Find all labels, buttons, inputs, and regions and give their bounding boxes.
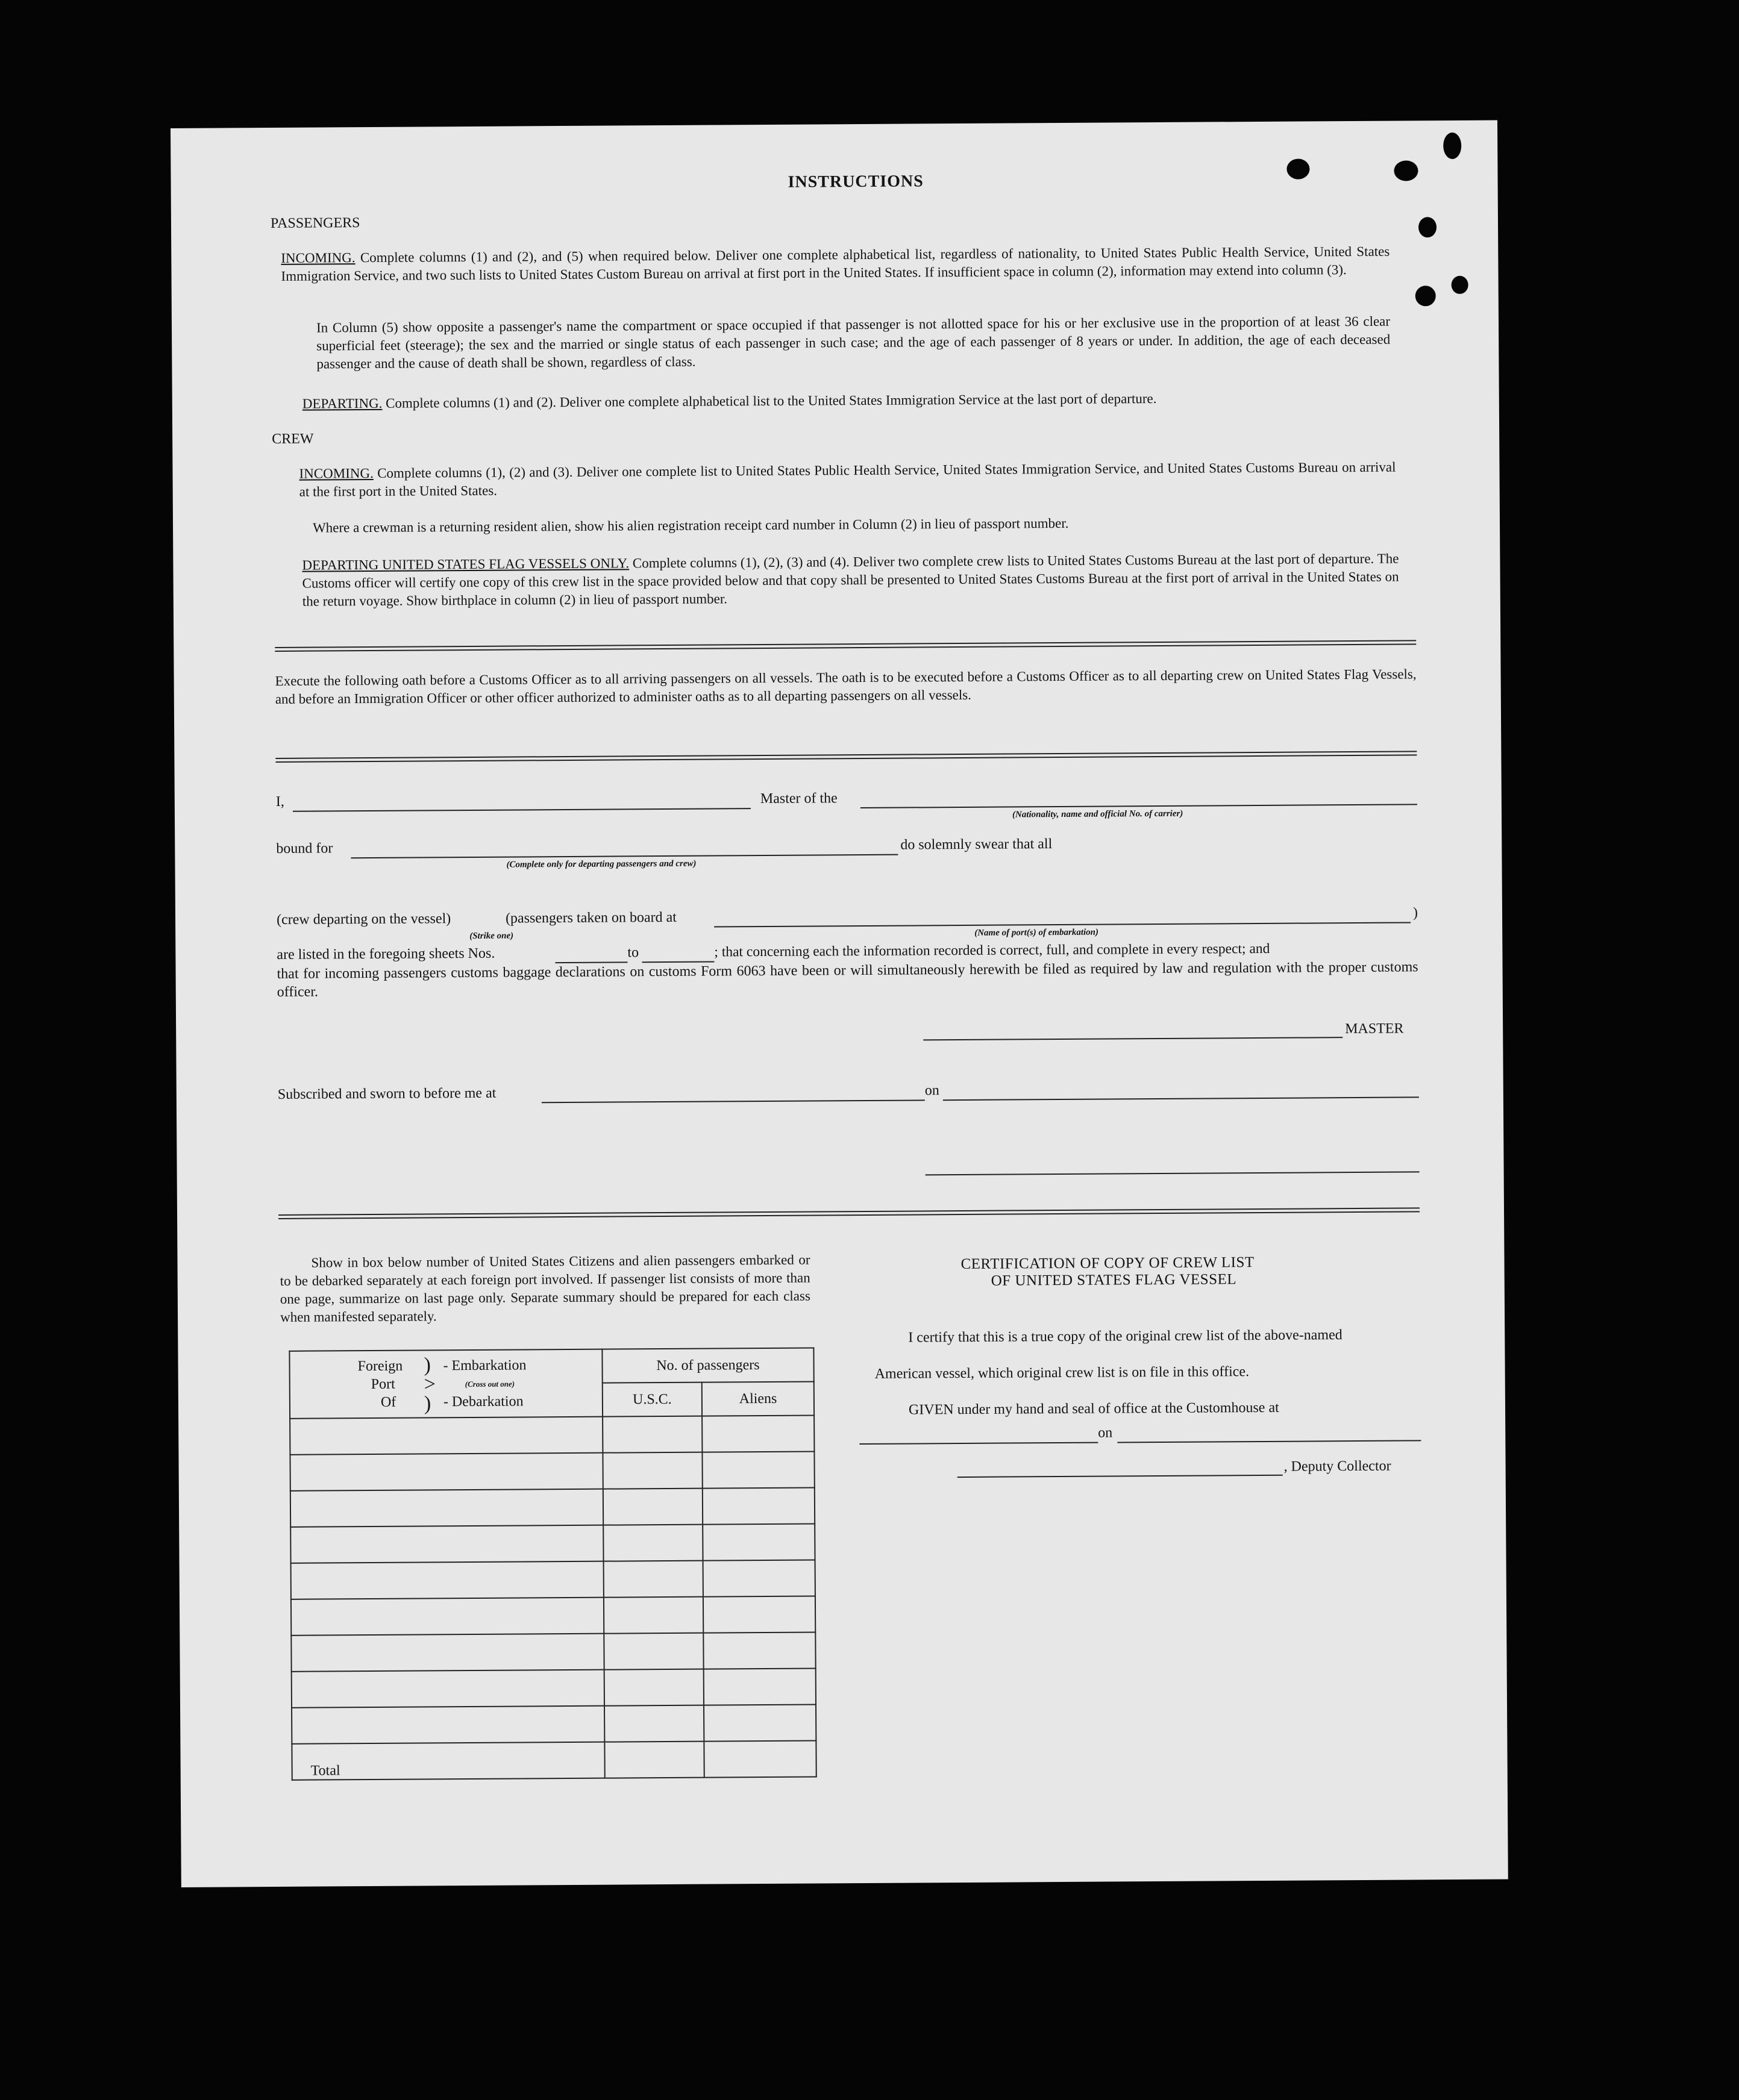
summary-instructions	[280, 1251, 810, 1327]
aliens-cell[interactable]	[704, 1633, 816, 1669]
port-cell[interactable]	[291, 1598, 604, 1636]
port-cell[interactable]	[291, 1634, 604, 1672]
certification-line-1: I certify that this is a true copy of the original crew list of the above-named	[908, 1327, 1343, 1346]
listed-text-c-block	[277, 958, 1418, 1001]
carrier-field[interactable]	[860, 804, 1417, 808]
crew-resident-alien	[313, 513, 1397, 537]
listed-text-b: ; that concerning each the information recorded is correct, full, and complete in every respect; and	[714, 940, 1270, 960]
section-divider	[278, 1207, 1420, 1219]
punch-hole	[1286, 158, 1309, 179]
crew-incoming	[299, 458, 1396, 501]
certification-on: on	[1098, 1425, 1113, 1441]
total-label: Total	[292, 1742, 604, 1780]
crew-resident-alien-text: Where a crewman is a returning resident alien, show his alien registration receipt card number in Column (2) in lieu of passport number.	[312, 515, 1069, 536]
foreign-label: Foreign	[357, 1358, 403, 1375]
subscribed-label: Subscribed and sworn to before me at	[277, 1085, 497, 1102]
crew-heading: CREW	[272, 431, 314, 447]
port-cell[interactable]	[290, 1525, 603, 1563]
port-cell[interactable]	[290, 1453, 603, 1491]
bracket-glyph: ) > )	[424, 1354, 436, 1415]
table-row[interactable]	[290, 1416, 814, 1455]
swear-text: do solemnly swear that all	[900, 836, 1053, 853]
passengers-departing-text: Complete columns (1) and (2). Deliver one complete alphabetical list to the United States Immigration Service at the last port of departure.	[386, 391, 1157, 411]
cross-out-caption: (Cross out one)	[465, 1379, 515, 1389]
no-passengers-header: No. of passengers	[602, 1348, 814, 1383]
punch-hole	[1415, 286, 1436, 306]
bound-for-label: bound for	[276, 840, 333, 857]
punch-hole	[1418, 217, 1437, 237]
master-label: MASTER	[1345, 1020, 1404, 1037]
table-row[interactable]	[290, 1524, 815, 1563]
usc-cell[interactable]	[603, 1489, 703, 1525]
certification-line-2: American vessel, which original crew list is on file in this office.	[874, 1364, 1250, 1382]
table-row[interactable]	[291, 1633, 815, 1672]
usc-cell[interactable]	[603, 1561, 703, 1598]
ports-caption: (Name of port(s) of embarkation)	[974, 927, 1099, 938]
summary-instructions-text: Show in box below number of United States Citizens and alien passengers embarked or to be debarked separately at each foreign port involved. If passenger list consists of more than one page, summarize on last page only. Separate summary should be prepared for each class when manifested separately.	[280, 1252, 810, 1325]
total-row	[292, 1741, 816, 1780]
table-row[interactable]	[290, 1488, 815, 1527]
debarkation-label: - Debarkation	[443, 1393, 524, 1410]
master-signature-field[interactable]	[923, 1037, 1343, 1040]
table-row[interactable]	[290, 1452, 814, 1491]
aliens-cell[interactable]	[704, 1705, 816, 1742]
listed-to: to	[627, 945, 639, 961]
sworn-at-field[interactable]	[542, 1099, 925, 1103]
oath-i-label: I,	[275, 793, 284, 810]
passengers-column5-text: In Column (5) show opposite a passenger's name the compartment or space occupied if that passenger is not allotted space for his or her exclusive use in the proportion of at least 36 clear superficial feet (steerage); the sex and the married or single status of each passenger in such case; and the age of each passenger of 8 years or under. In addition, the age of each deceased passenger and the cause of death shall be shown, regardless of class.	[316, 313, 1391, 372]
listed-text-a: are listed in the foregoing sheets Nos.	[277, 945, 495, 963]
crew-incoming-label: INCOMING.	[299, 465, 374, 481]
sworn-on-label: on	[924, 1083, 939, 1099]
master-of-the-label: Master of the	[760, 790, 838, 807]
certification-title-1: CERTIFICATION OF COPY OF CREW LIST	[960, 1254, 1255, 1273]
usc-cell[interactable]	[604, 1669, 704, 1706]
port-cell[interactable]	[290, 1489, 603, 1527]
customhouse-field[interactable]	[859, 1442, 1098, 1445]
table-row[interactable]	[291, 1560, 815, 1599]
deputy-collector-label: , Deputy Collector	[1283, 1458, 1391, 1475]
master-name-field[interactable]	[293, 808, 751, 812]
passengers-column5	[316, 313, 1391, 373]
listed-text-c: that for incoming passengers customs baggage declarations on customs Form 6063 have been or will simultaneously herewith be filed as required by law and regulation with the proper customs officer.	[277, 959, 1418, 1000]
section-divider	[275, 640, 1416, 652]
port-cell[interactable]	[290, 1417, 603, 1455]
section-divider	[275, 751, 1417, 763]
punch-hole	[1443, 133, 1461, 159]
certification-line-3: GIVEN under my hand and seal of office at the Customhouse at	[908, 1399, 1279, 1418]
port-cell[interactable]	[292, 1670, 604, 1708]
aliens-cell[interactable]	[703, 1596, 815, 1633]
usc-cell[interactable]	[604, 1705, 704, 1742]
table-row[interactable]	[291, 1596, 815, 1636]
passengers-incoming-text: Complete columns (1) and (2), and (5) when required below. Deliver one complete alphabetical list, regardless of nationality, to United States Public Health Service, United States Immigration Service, and two such lists to United States Custom Bureau on arrival at first port in the United States. If insufficient space in column (2), information may extend into column (3).	[281, 243, 1390, 284]
crew-incoming-text: Complete columns (1), (2) and (3). Deliver one complete list to United States Public Health Service, United States Immigration Service, and United States Customs Bureau on arrival at the first port in the United States.	[299, 459, 1396, 499]
oath-intro	[275, 665, 1417, 708]
port-label: Port	[371, 1376, 395, 1393]
bound-for-caption: (Complete only for departing passengers and crew)	[506, 858, 697, 870]
usc-cell[interactable]	[603, 1452, 703, 1489]
punch-hole	[1394, 160, 1418, 181]
table-row[interactable]	[292, 1669, 816, 1708]
usc-cell[interactable]	[604, 1633, 704, 1670]
aliens-cell[interactable]	[703, 1488, 815, 1525]
passengers-incoming	[281, 243, 1390, 286]
usc-header: U.S.C.	[603, 1383, 703, 1417]
of-label: Of	[380, 1394, 396, 1410]
port-cell[interactable]	[292, 1706, 604, 1744]
usc-cell[interactable]	[603, 1525, 703, 1561]
crew-departing	[302, 550, 1399, 611]
aliens-cell[interactable]	[702, 1416, 814, 1452]
sworn-on-field[interactable]	[943, 1096, 1419, 1101]
crew-departing-option[interactable]: (crew departing on the vessel)	[276, 911, 451, 928]
embarkation-port-field[interactable]	[714, 922, 1411, 927]
embarkation-label: - Embarkation	[443, 1357, 527, 1374]
certification-title-2: OF UNITED STATES FLAG VESSEL	[991, 1271, 1237, 1289]
aliens-cell[interactable]	[703, 1560, 815, 1597]
aliens-header: Aliens	[702, 1382, 814, 1416]
aliens-cell[interactable]	[703, 1524, 815, 1561]
port-cell[interactable]	[291, 1561, 604, 1599]
oath-intro-text: Execute the following oath before a Customs Officer as to all arriving passengers on all vessels. The oath is to be executed before a Customs Officer as to all departing crew on United States Flag Vessels, and before an Immigration Officer or other officer authorized to administer oaths as to all departing passengers on all vessels.	[275, 666, 1417, 707]
punch-hole	[1452, 276, 1468, 294]
aliens-cell[interactable]	[704, 1669, 816, 1705]
passenger-summary-table	[289, 1348, 816, 1781]
passengers-taken-option[interactable]: (passengers taken on board at	[505, 909, 677, 927]
total-aliens-cell[interactable]	[704, 1741, 816, 1778]
deputy-signature-field[interactable]	[957, 1475, 1283, 1478]
passengers-departing-label: DEPARTING.	[302, 395, 383, 411]
total-usc-cell[interactable]	[604, 1742, 704, 1778]
certification-date-field[interactable]	[1117, 1440, 1421, 1443]
instructions-heading: INSTRUCTIONS	[788, 172, 924, 192]
officer-signature-field[interactable]	[926, 1171, 1420, 1175]
passengers-heading: PASSENGERS	[270, 215, 360, 231]
form-page	[171, 120, 1508, 1887]
usc-cell[interactable]	[603, 1416, 703, 1453]
passengers-departing	[302, 388, 1411, 413]
aliens-cell[interactable]	[703, 1452, 815, 1489]
passengers-incoming-label: INCOMING.	[281, 250, 356, 266]
close-paren: )	[1412, 905, 1418, 921]
table-row[interactable]	[292, 1705, 816, 1744]
port-header-cell	[289, 1349, 602, 1419]
strike-one-caption: (Strike one)	[469, 931, 514, 941]
crew-departing-text: Complete columns (1), (2), (3) and (4). Deliver two complete crew lists to United States Customs Bureau at the last port of departure. The Customs officer will certify one copy of this crew list in the space provided below and that copy shall be presented to United States Customs Bureau at the first port of arrival in the United States on the return voyage. Show birthplace in column (2) in lieu of passport number.	[302, 551, 1399, 609]
bound-for-field[interactable]	[351, 854, 898, 859]
usc-cell[interactable]	[604, 1597, 704, 1634]
carrier-caption: (Nationality, name and official No. of carrier)	[1012, 808, 1183, 820]
crew-departing-label: DEPARTING UNITED STATES FLAG VESSELS ONLY.	[302, 555, 630, 573]
